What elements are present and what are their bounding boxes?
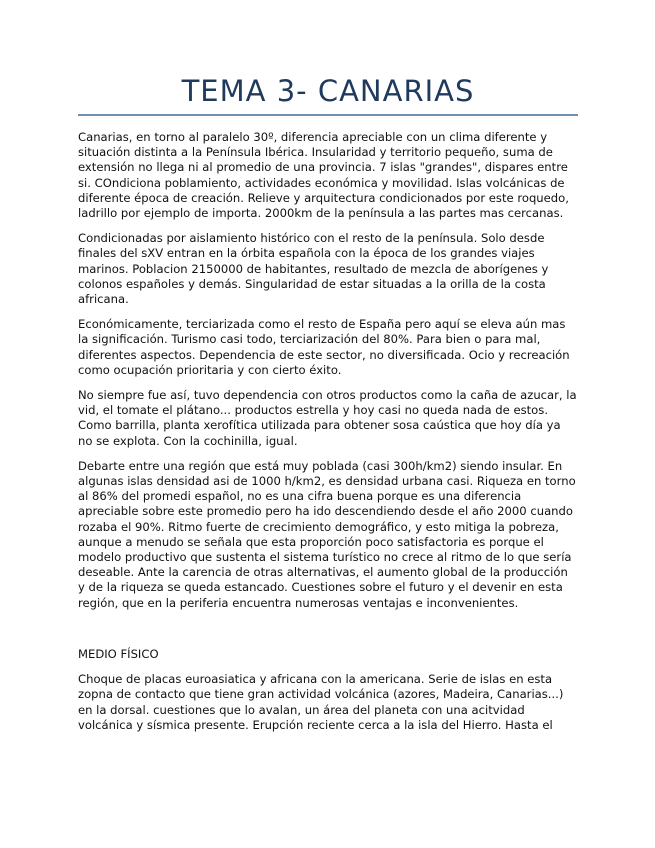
paragraph-physical: Choque de placas euroasiatica y africana con la americana. Serie de islas en esta zopna de contacto que tiene gran actividad volcánica (azores, Madeira, Canarias...) en la dorsal. cuestiones que lo avalan, un área del planeta con una acitvidad volcánica y sísmica presente. Erupción reciente cerca a la isla del Hierro. Hasta el — [78, 672, 564, 732]
document-body — [78, 130, 578, 743]
paragraph-products: No siempre fue así, tuvo dependencia con otros productos como la caña de azucar, la vid, el tomate el plátano... productos estrella y hoy casi no queda nada de estos. Como barrilla, planta xerofítica utilizada para obtener sosa caústica que hoy día ya no se explota. Con la cochinilla, igual. — [78, 388, 577, 448]
paragraph-history: Condicionadas por aislamiento histórico con el resto de la península. Solo desde finales del sXV entran en la órbita española con la época de los grandes viajes marinos. Poblacion 2150000 de habitantes, resultado de mezcla de aborígenes y colonos españoles y demás. Singularidad de estar situadas a la orilla de la costa africana. — [78, 231, 549, 307]
paragraph-economy: Económicamente, terciarizada como el resto de España pero aquí se eleva aún mas la significación. Turismo casi todo, terciarización del 80%. Para bien o para mal, diferentes aspectos. Dependencia de este sector, no diversificada. Ocio y recreación como ocupación prioritaria y con cierto éxito. — [78, 317, 570, 377]
section-heading: MEDIO FÍSICO — [78, 646, 159, 661]
title-divider — [78, 114, 578, 116]
page-title: TEMA 3- CANARIAS — [181, 74, 475, 108]
paragraph-intro: Canarias, en torno al paralelo 30º, diferencia apreciable con un clima diferente y situación distinta a la Península Ibérica. Insularidad y territorio pequeño, suma de extensión no llega ni al promedio de una provincia. 7 islas "grandes", dispares entre si. COndiciona poblamiento, actividades económica y movilidad. Islas volcánicas de diferente época de creación. Relieve y arquitectura condicionados por este roquedo, ladrillo por ejemplo de importa. 2000km de la península a las partes mas cercanas. — [78, 130, 569, 221]
paragraph-population: Debarte entre una región que está muy poblada (casi 300h/km2) siendo insular. En algunas islas densidad asi de 1000 h/km2, es densidad urbana casi. Riqueza en torno al 86% del promedi español, no es una cifra buena porque es una diferencia apreciable sobre este promedio pero ha ido descendiendo desde el año 2000 cuando rozaba el 90%. Ritmo fuerte de crecimiento demográfico, y esto mitiga la pobreza, aunque a menudo se señala que esta proporción poco satisfactoria es porque el modelo productivo que sustenta el sistema turístico no crece al ritmo de lo que sería deseable. Ante la carencia de otras alternativas, el aumento global de la producción y de la riqueza se queda estancado. Cuestiones sobre el futuro y el devenir en esta región, que en la periferia encuentra numerosas ventajas e inconvenientes. — [78, 458, 576, 610]
